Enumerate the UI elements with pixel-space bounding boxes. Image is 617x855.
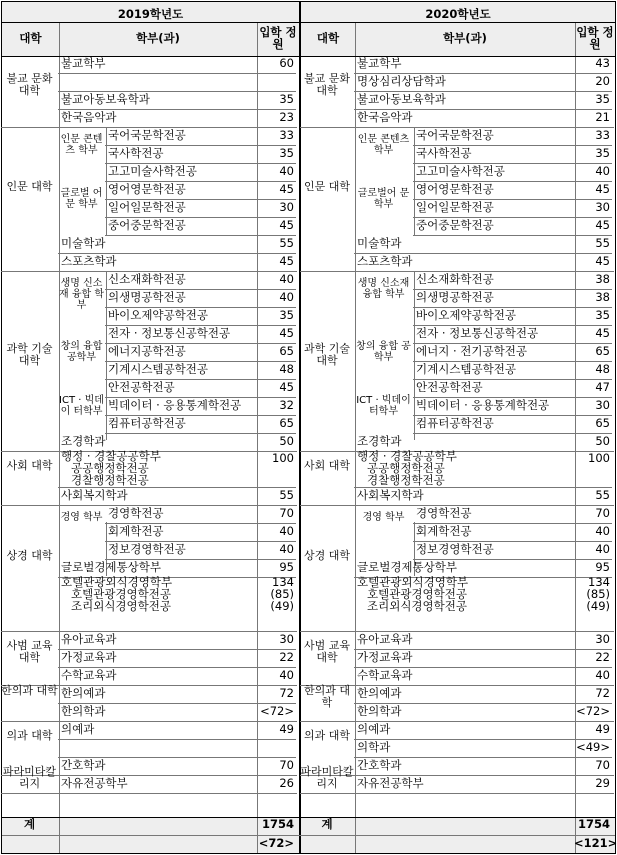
dept-name: 전자 · 정보통신공학전공 <box>108 326 231 340</box>
dept-name: 유아교육과 <box>61 632 117 646</box>
col-college-2019: 대학 <box>19 31 42 45</box>
quota-value: 65 <box>279 344 294 358</box>
quota-value: 60 <box>279 56 294 70</box>
dept-name: 컴퓨터공학전공 <box>416 416 494 430</box>
quota-value: 70 <box>279 758 294 772</box>
quota-value: 30 <box>595 632 610 646</box>
table-body <box>1 1 616 854</box>
quota-value: 43 <box>595 56 610 70</box>
quota-value: 45 <box>595 254 610 268</box>
subgroup-inmun_kor: 인문 콘텐츠 학부 <box>357 134 410 156</box>
quota-value: 48 <box>279 362 294 376</box>
dept-name: 경찰행정학전공 <box>71 473 149 487</box>
dept-name: 신소재화학전공 <box>416 272 494 286</box>
quota-value: 45 <box>279 380 294 394</box>
dept-name: 국어국문학전공 <box>416 128 494 142</box>
dept-name: 글로벌경제통상학부 <box>357 560 457 574</box>
quota-value: 70 <box>279 506 294 520</box>
college-sahoe: 사회 대학 <box>6 459 53 472</box>
dept-name: 에너지공학전공 <box>108 344 186 358</box>
subgroup-gyeongyeong: 경영 학부 <box>362 512 405 523</box>
quota-value: 23 <box>279 110 294 124</box>
dept-name: 조리외식경영학전공 <box>367 599 467 613</box>
quota-value: 35 <box>595 308 610 322</box>
quota-value: 32 <box>279 398 294 412</box>
quota-value: 35 <box>595 92 610 106</box>
quota-value: 30 <box>595 200 610 214</box>
dept-name: 바이오제약공학전공 <box>416 308 516 322</box>
college-inmun: 인문 대학 <box>303 180 350 193</box>
dept-name: 국어국문학전공 <box>108 128 186 142</box>
dept-name: 불교학부 <box>357 56 402 70</box>
quota-value: 30 <box>279 632 294 646</box>
quota-value: 65 <box>595 416 610 430</box>
quota-value: 55 <box>595 236 610 250</box>
dept-name: 불교아동보육학과 <box>357 92 446 106</box>
dept-name: 국사학전공 <box>416 146 472 160</box>
quota-value: 65 <box>595 344 610 358</box>
dept-name: 회계학전공 <box>416 524 472 538</box>
quota-value: 35 <box>595 146 610 160</box>
college-paramita: 파라미타칼리지 <box>300 765 354 790</box>
total-value: 1754 <box>577 817 610 831</box>
dept-name: 한의학과 <box>357 704 402 718</box>
dept-name: 중어중문학전공 <box>416 218 494 232</box>
subgroup-bio: 생명 신소재 융합 학부 <box>357 278 410 300</box>
dept-name: 불교학부 <box>61 56 106 70</box>
dept-name: 호텔관광경영학전공 <box>367 587 467 601</box>
total-label: 계 <box>23 817 36 831</box>
dept-name: 자유전공학부 <box>357 776 424 790</box>
dept-name: 국사학전공 <box>108 146 164 160</box>
quota-value: <49> <box>576 740 610 754</box>
quota-value: 70 <box>595 758 610 772</box>
total-label: 계 <box>321 817 333 831</box>
col-quota-2019: 입학 정원 <box>259 25 297 51</box>
subgroup-changui: 창의 융합 공학부 <box>356 341 411 363</box>
dept-name: 호텔관광외식경영학부 <box>357 575 469 589</box>
quota-value: 48 <box>595 362 610 376</box>
quota-value: 35 <box>279 146 294 160</box>
row-divider <box>354 793 612 794</box>
dept-name: 에너지 · 전기공학전공 <box>416 344 527 358</box>
quota-value: 45 <box>595 326 610 340</box>
dept-name: 고고미술사학전공 <box>416 164 505 178</box>
quota-value: 100 <box>588 451 610 465</box>
quota-value: 35 <box>279 308 294 322</box>
dept-name: 미술학과 <box>357 236 402 250</box>
col-college-2020: 대학 <box>316 31 340 45</box>
dept-name: 경영학전공 <box>108 506 164 520</box>
total-sub-value: <121> <box>574 836 617 850</box>
quota-value: 55 <box>595 488 610 502</box>
quota-value: 50 <box>595 434 610 448</box>
dept-name: 조경학과 <box>61 434 106 448</box>
dept-name: 경영학전공 <box>416 506 472 520</box>
quota-value: 40 <box>279 164 294 178</box>
dept-name: 안전공학전공 <box>416 380 483 394</box>
quota-value: 45 <box>279 218 294 232</box>
quota-value: 49 <box>595 722 610 736</box>
total-value: 1754 <box>261 817 294 831</box>
dept-name: 공공행정학전공 <box>367 461 445 475</box>
dept-name: 기계시스템공학전공 <box>416 362 516 376</box>
dept-name: 의예과 <box>61 722 95 736</box>
subgroup-inmun_kor: 인문 콘텐츠 학부 <box>60 134 103 156</box>
quota-value: 40 <box>279 524 294 538</box>
dept-name: 일어일문학전공 <box>416 200 494 214</box>
dept-name: 한국음악과 <box>61 110 117 124</box>
dept-name: 한의예과 <box>61 686 106 700</box>
quota-value: 50 <box>279 434 294 448</box>
dept-name: 정보경영학전공 <box>416 542 494 556</box>
quota-value: <72> <box>576 704 610 718</box>
total-sub-value: <72> <box>258 836 294 850</box>
dept-name: 간호학과 <box>357 758 402 772</box>
quota-value: 30 <box>595 398 610 412</box>
dept-name: 의학과 <box>357 740 391 754</box>
quota-value: (49) <box>586 599 610 613</box>
dept-name: 조리외식경영학전공 <box>71 599 171 613</box>
quota-value: 95 <box>595 560 610 574</box>
dept-name: 사회복지학과 <box>61 488 128 502</box>
college-inmun: 인문 대학 <box>6 180 53 193</box>
college-bulgyo: 불교 문화 대학 <box>6 72 53 97</box>
quota-value: 55 <box>279 488 294 502</box>
subgroup-inmun_glob: 글로벌어 문학부 <box>357 188 410 210</box>
row-divider <box>58 739 296 740</box>
college-gwahak: 과학 기술 대학 <box>6 342 53 367</box>
dept-name: 바이오제약공학전공 <box>108 308 208 322</box>
dept-name: 스포츠학과 <box>61 254 117 268</box>
dept-name: 행정 · 경찰공공학부 <box>61 449 161 463</box>
quota-value: 20 <box>595 74 610 88</box>
dept-name: 빅데이터 · 응용통계학전공 <box>108 398 242 412</box>
dept-name: 수학교육과 <box>357 668 413 682</box>
quota-value: 55 <box>279 236 294 250</box>
dept-name: 신소재화학전공 <box>108 272 186 286</box>
quota-value: (49) <box>270 599 294 613</box>
college-sanggyeong: 상경 대학 <box>6 549 53 562</box>
college-uigwa: 의과 대학 <box>6 729 53 742</box>
quota-value: 40 <box>279 542 294 556</box>
subgroup-ict: ICT · 빅데이 터학부 <box>356 395 411 417</box>
quota-value: 45 <box>595 218 610 232</box>
quota-value: 70 <box>595 506 610 520</box>
quota-value: 38 <box>595 272 610 286</box>
quota-value: 95 <box>279 560 294 574</box>
dept-name: 컴퓨터공학전공 <box>108 416 186 430</box>
dept-name: 미술학과 <box>61 236 106 250</box>
quota-value: 38 <box>595 290 610 304</box>
dept-name: 사회복지학과 <box>357 488 424 502</box>
quota-value: <72> <box>260 704 294 718</box>
dept-name: 기계시스템공학전공 <box>108 362 208 376</box>
quota-value: 26 <box>279 776 294 790</box>
dept-name: 영어영문학전공 <box>416 182 494 196</box>
college-sahoe: 사회 대학 <box>303 459 350 472</box>
college-gwahak: 과학 기술 대학 <box>303 342 350 367</box>
dept-name: 공공행정학전공 <box>71 461 149 475</box>
quota-value: (85) <box>586 587 610 601</box>
dept-name: 가정교육과 <box>61 650 117 664</box>
college-bulgyo: 불교 문화 대학 <box>303 72 350 97</box>
quota-value: 33 <box>279 128 294 142</box>
college-hanui: 한의과 대학 <box>303 684 350 709</box>
quota-value: 40 <box>279 668 294 682</box>
dept-name: 한의예과 <box>357 686 402 700</box>
quota-value: (85) <box>270 587 294 601</box>
quota-value: 47 <box>595 380 610 394</box>
quota-value: 40 <box>279 272 294 286</box>
dept-name: 한의학과 <box>61 704 106 718</box>
quota-value: 40 <box>279 290 294 304</box>
year-2020-title: 2020학년도 <box>425 7 491 21</box>
year-2019-title: 2019학년도 <box>117 7 184 21</box>
quota-value: 40 <box>595 668 610 682</box>
college-sanggyeong: 상경 대학 <box>303 549 350 562</box>
dept-name: 중어중문학전공 <box>108 218 186 232</box>
col-dept-2020: 학부(과) <box>443 31 487 45</box>
college-hanui: 한의과 대학 <box>1 684 58 697</box>
dept-name: 유아교육과 <box>357 632 413 646</box>
subgroup-gyeongyeong: 경영 학부 <box>60 512 103 523</box>
dept-name: 호텔관광외식경영학부 <box>61 575 173 589</box>
quota-value: 134 <box>588 575 610 589</box>
dept-name: 영어영문학전공 <box>108 182 186 196</box>
quota-value: 72 <box>279 686 294 700</box>
quota-value: 35 <box>279 92 294 106</box>
dept-name: 간호학과 <box>61 758 106 772</box>
quota-value: 22 <box>595 650 610 664</box>
quota-value: 40 <box>595 542 610 556</box>
row-divider <box>58 73 296 74</box>
quota-value: 45 <box>279 254 294 268</box>
dept-name: 빅데이터 · 응용통계학전공 <box>416 398 550 412</box>
subgroup-inmun_glob: 글로벌 어문 학부 <box>60 188 103 210</box>
quota-value: 29 <box>595 776 610 790</box>
quota-value: 65 <box>279 416 294 430</box>
row-divider <box>58 793 296 794</box>
quota-value: 45 <box>279 182 294 196</box>
dept-name: 정보경영학전공 <box>108 542 186 556</box>
quota-value: 21 <box>595 110 610 124</box>
quota-value: 45 <box>279 326 294 340</box>
quota-value: 30 <box>279 200 294 214</box>
quota-value: 100 <box>272 451 294 465</box>
dept-name: 일어일문학전공 <box>108 200 186 214</box>
quota-value: 33 <box>595 128 610 142</box>
college-sabeom: 사범 교육 대학 <box>303 639 350 664</box>
dept-name: 조경학과 <box>357 434 402 448</box>
subgroup-bio: 생명 신소재 융합 학부 <box>59 278 104 311</box>
dept-name: 전자 · 정보통신공학전공 <box>416 326 539 340</box>
dept-name: 회계학전공 <box>108 524 164 538</box>
dept-name: 행정 · 경찰공공학부 <box>357 449 457 463</box>
quota-value: 49 <box>279 722 294 736</box>
quota-value: 22 <box>279 650 294 664</box>
college-sabeom: 사범 교육 대학 <box>6 639 53 664</box>
dept-name: 수학교육과 <box>61 668 117 682</box>
dept-name: 가정교육과 <box>357 650 413 664</box>
dept-name: 의생명공학전공 <box>416 290 494 304</box>
quota-value: 40 <box>595 164 610 178</box>
dept-name: 고고미술사학전공 <box>108 164 197 178</box>
quota-value: 45 <box>595 182 610 196</box>
dept-name: 경찰행정학전공 <box>367 473 445 487</box>
dept-name: 명상심리상담학과 <box>357 74 446 88</box>
dept-name: 호텔관광경영학전공 <box>71 587 171 601</box>
col-dept-2019: 학부(과) <box>136 31 180 45</box>
dept-name: 안전공학전공 <box>108 380 175 394</box>
college-uigwa: 의과 대학 <box>303 729 350 742</box>
college-paramita: 파라미타칼리지 <box>2 765 57 790</box>
subgroup-ict: ICT · 빅데이 터학부 <box>59 395 104 417</box>
dept-name: 글로벌경제통상학부 <box>61 560 161 574</box>
dept-name: 불교아동보육학과 <box>61 92 150 106</box>
quota-value: 134 <box>272 575 294 589</box>
subgroup-changui: 창의 융합 공학부 <box>60 341 103 363</box>
dept-name: 의예과 <box>357 722 391 736</box>
quota-value: 72 <box>595 686 610 700</box>
dept-name: 의생명공학전공 <box>108 290 186 304</box>
quota-value: 40 <box>595 524 610 538</box>
dept-name: 스포츠학과 <box>357 254 413 268</box>
col-quota-2020: 입학 정원 <box>576 25 614 51</box>
dept-name: 한국음악과 <box>357 110 413 124</box>
dept-name: 자유전공학부 <box>61 776 128 790</box>
